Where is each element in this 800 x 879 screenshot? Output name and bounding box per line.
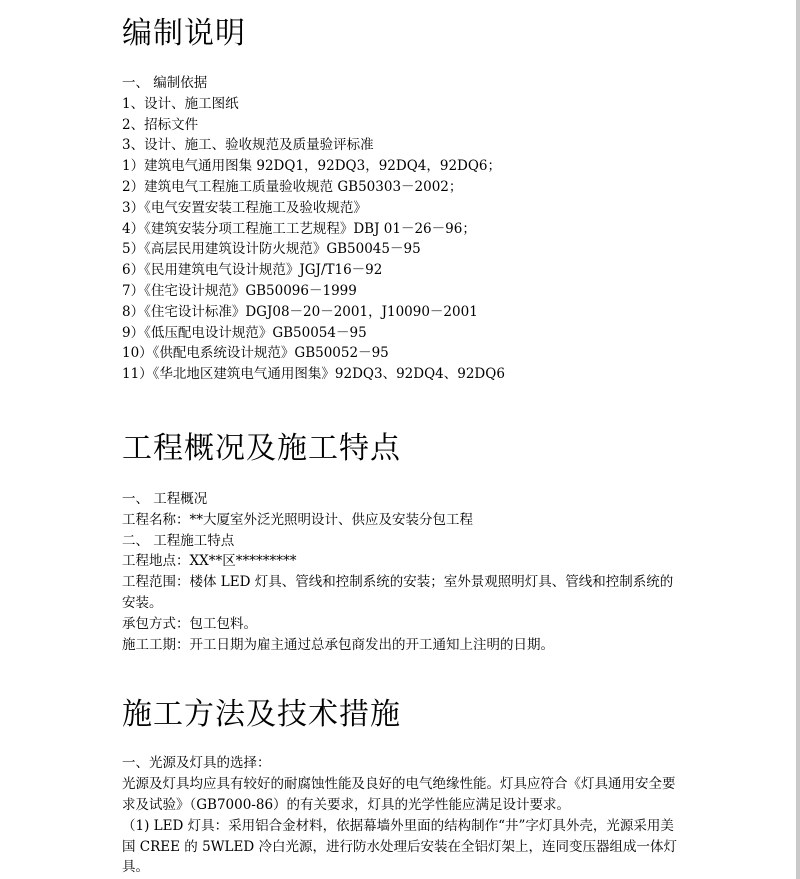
text-line: 二、 工程施工特点 bbox=[122, 532, 235, 549]
text-line: 4）《建筑安装分项工程施工工艺规程》DBJ 01－26－96； bbox=[122, 220, 476, 237]
section-body bbox=[122, 73, 682, 385]
text-line: 一、 工程概况 bbox=[122, 490, 208, 507]
section-compilation-notes bbox=[122, 16, 682, 385]
text-line: 9）《低压配电设计规范》GB50054－95 bbox=[122, 324, 367, 341]
text-line: 承包方式：包工包料。 bbox=[122, 615, 257, 632]
text-line: 11）《华北地区建筑电气通用图集》92DQ3、92DQ4、92DQ6 bbox=[122, 366, 505, 383]
section-heading: 编制说明 bbox=[122, 16, 246, 51]
text-line: 一、 编制依据 bbox=[122, 75, 208, 91]
section-construction-methods bbox=[122, 697, 682, 878]
page-edge-shadow bbox=[796, 0, 800, 879]
document-page bbox=[122, 0, 682, 878]
section-project-overview bbox=[122, 431, 682, 655]
text-line: 7）《住宅设计规范》GB50096－1999 bbox=[122, 282, 357, 299]
text-line: 工程地点：XX**区********* bbox=[122, 553, 297, 570]
text-paragraph: （1) LED 灯具：采用铝合金材料，依据幕墙外里面的结构制作“井”字灯具外壳，光源采用美国 CREE 的 5WLED 冷白光源，进行防水处理后安装在全铝灯架上，连同变压器组成一体灯具。 bbox=[122, 817, 677, 876]
section-heading: 施工方法及技术措施 bbox=[122, 697, 401, 733]
text-line: 10）《供配电系统设计规范》GB50052－95 bbox=[122, 345, 389, 362]
section-heading: 工程概况及施工特点 bbox=[122, 430, 401, 466]
text-paragraph: 工程范围：楼体 LED 灯具、管线和控制系统的安装；室外景观照明灯具、管线和控制系统的安装。 bbox=[122, 574, 674, 611]
section-body bbox=[122, 753, 682, 878]
text-line: 2、招标文件 bbox=[122, 116, 199, 133]
section-body bbox=[122, 489, 682, 655]
text-line: 8）《住宅设计标准》DGJ08－20－2001，J10090－2001 bbox=[122, 303, 478, 320]
text-line: 工程名称：**大厦室外泛光照明设计、供应及安装分包工程 bbox=[122, 511, 473, 528]
text-line: 2）建筑电气工程施工质量验收规范 GB50303－2002； bbox=[122, 178, 463, 195]
text-line: 1）建筑电气通用图集 92DQ1，92DQ3，92DQ4，92DQ6； bbox=[122, 158, 502, 175]
text-line: 3）《电气安置安装工程施工及验收规范》 bbox=[122, 199, 367, 216]
text-line: 1、设计、施工图纸 bbox=[122, 95, 239, 112]
text-line: 5）《高层民用建筑设计防火规范》GB50045－95 bbox=[122, 241, 421, 258]
text-paragraph: 光源及灯具均应具有较好的耐腐蚀性能及良好的电气绝缘性能。灯具应符合《灯具通用安全要求及试验》（GB7000-86）的有关要求，灯具的光学性能应满足设计要求。 bbox=[122, 776, 676, 813]
text-line: 6）《民用建筑电气设计规范》JGJ/T16－92 bbox=[122, 262, 383, 279]
text-line: 一、光源及灯具的选择： bbox=[122, 755, 271, 772]
text-line: 施工工期：开工日期为雇主通过总承包商发出的开工通知上注明的日期。 bbox=[122, 636, 554, 653]
text-line: 3、设计、施工、验收规范及质量验评标准 bbox=[122, 137, 374, 154]
